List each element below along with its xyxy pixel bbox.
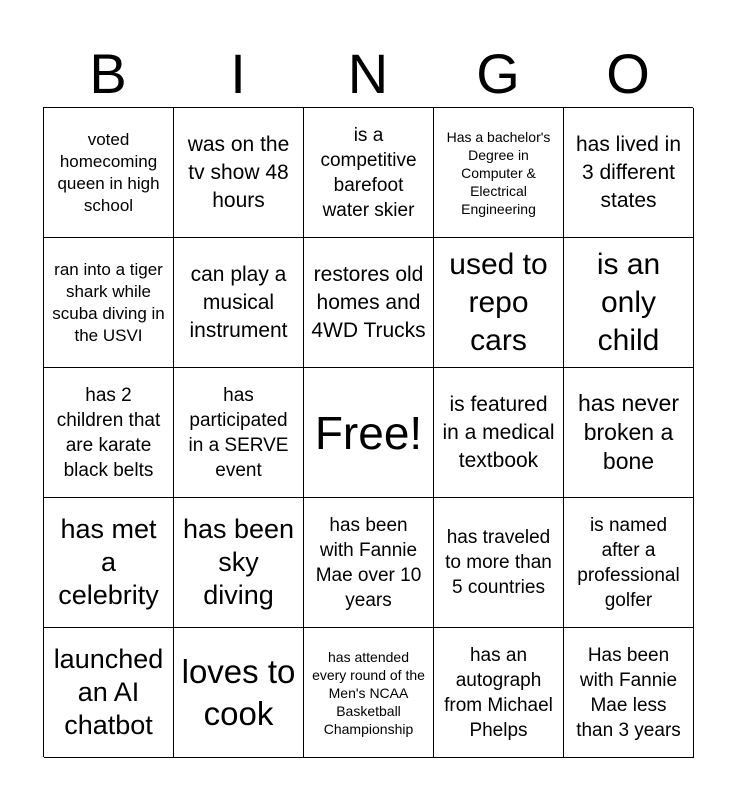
bingo-cell[interactable] [44,368,174,498]
cell-text: has attended every round of the Men's NCAA Basketball Championship [312,648,425,737]
bingo-cell[interactable] [44,628,174,758]
cell-text: is an only child [596,247,661,357]
bingo-cell[interactable] [564,108,694,238]
cell-text: ran into a tiger shark while scuba diving in the USVI [52,259,165,345]
bingo-cell[interactable] [44,498,174,628]
bingo-card-grid [43,107,693,757]
cell-text: used to repo cars [449,247,548,357]
cell-text: is a competitive barefoot water skier [320,124,417,221]
header-letter-b: B [89,42,127,105]
header-letter-o: O [606,42,650,105]
bingo-cell[interactable] [174,498,304,628]
bingo-cell[interactable] [174,368,304,498]
bingo-cell[interactable] [434,108,564,238]
bingo-cell[interactable] [174,238,304,368]
cell-text: can play a musical instrument [189,262,288,342]
bingo-cell[interactable] [44,108,174,238]
header-letter-n: N [347,42,389,105]
cell-text: is named after a professional golfer [577,514,680,611]
bingo-cell[interactable] [564,628,694,758]
header-letter-g: G [476,42,520,105]
bingo-cell[interactable] [564,238,694,368]
cell-text: has never broken a bone [577,390,679,474]
cell-text: has traveled to more than 5 countries [445,527,552,598]
cell-text: has 2 children that are karate black belts [56,384,161,481]
cell-text: is featured in a medical textbook [442,392,555,472]
cell-text: Has been with Fannie Mae less than 3 years [576,644,681,741]
bingo-cell[interactable] [434,498,564,628]
bingo-cell[interactable] [174,108,304,238]
cell-text: has participated in a SERVE event [188,384,289,481]
cell-text: voted homecoming queen in high school [57,129,160,215]
bingo-cell[interactable] [304,498,434,628]
bingo-cell[interactable] [564,368,694,498]
free-space-cell[interactable] [304,368,434,498]
cell-text: restores old homes and 4WD Trucks [311,262,426,342]
bingo-cell[interactable] [434,238,564,368]
bingo-cell[interactable] [304,628,434,758]
cell-text: has been with Fannie Mae over 10 years [315,514,422,611]
cell-text: has lived in 3 different states [575,132,682,212]
cell-text: Has a bachelor's Degree in Computer & Electrical Engineering [446,128,551,217]
cell-text: was on the tv show 48 hours [187,132,290,212]
bingo-cell[interactable] [434,368,564,498]
bingo-cell[interactable] [44,238,174,368]
cell-text: has met a celebrity [58,514,159,610]
bingo-cell[interactable] [434,628,564,758]
bingo-cell[interactable] [304,108,434,238]
cell-text: launched an AI chatbot [53,644,164,740]
cell-text: loves to cook [181,652,296,732]
bingo-cell[interactable] [564,498,694,628]
bingo-cell[interactable] [304,238,434,368]
bingo-header [43,40,693,108]
header-letter-i: I [230,42,246,105]
free-space-text: Free! [314,406,423,459]
cell-text: has been sky diving [182,514,295,610]
cell-text: has an autograph from Michael Phelps [444,644,553,741]
bingo-cell[interactable] [174,628,304,758]
